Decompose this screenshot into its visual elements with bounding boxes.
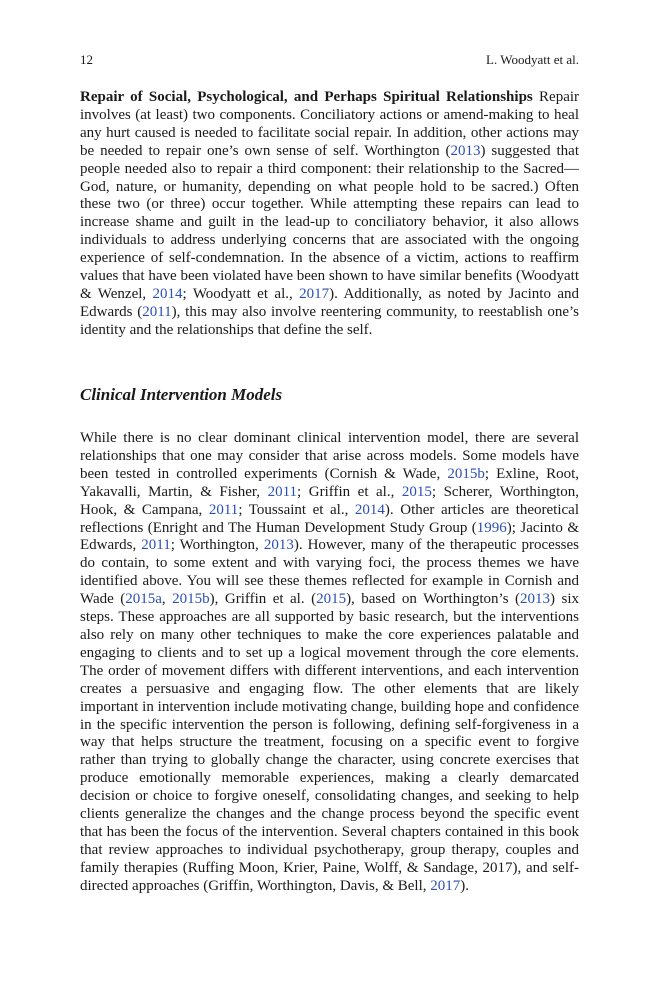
paragraph-clinical-models — [80, 430, 579, 896]
citation-link[interactable]: 2015a — [125, 591, 162, 608]
paragraph-text: While there is no clear dominant clinical intervention model, there are several relationships that one may consider that arise across models. Some models have been tested in controlled experiments (Cornish & Wade, — [80, 430, 579, 482]
citation-link[interactable]: 2017 — [430, 877, 461, 894]
running-head-authors: L. Woodyatt et al. — [486, 52, 579, 67]
paragraph-text: ) six steps. These approaches are all supported by basic research, but the interventions also rely on many other techniques to make the core experiences palatable and engaging to clients and to set up a logical movement through the core elements. The order of movement differs with different interventions, and each intervention creates a persuasive and engaging flow. The other elements that are likely important in intervention include motivating change, building hope and confidence in the specific intervention the person is following, defining self-forgiveness in a way that helps structure the treatment, focusing on a specific event to forgive rather than trying to globally change the character, using concrete exercises that produce emotionally memorable experiences, making a clearly demarcated decision or choice to forgive oneself, consolidating changes, and seeking to help clients generalize the changes and the change process beyond the specific event that has been the focus of the intervention. Several chapters contained in this book that review approaches to individual psychotherapy, group therapy, couples and family therapies (Ruffing Moon, Krier, Paine, Wolff, & Sandage, 2017), and self-directed approaches (Griffin, Worthington, Davis, & Bell, — [80, 591, 580, 894]
citation-link[interactable]: 2014 — [354, 501, 385, 518]
paragraph-text: ). Additionally, as noted by Jacinto and Edwards ( — [80, 285, 580, 320]
citation-link[interactable]: 2011 — [141, 537, 171, 554]
citation-link[interactable]: 2011 — [208, 501, 239, 518]
paragraph-text: ); Jacinto & Edwards, — [80, 519, 579, 554]
paragraph-repair-relationships — [80, 89, 579, 340]
paragraph-text: ). However, many of the therapeutic processes do contain, to some extent and with varying foci, the process themes we have identified above. You will see these themes reflected for example in Cornish and Wade ( — [80, 537, 579, 608]
citation-link[interactable]: 2015b — [447, 465, 485, 482]
paragraph-text: ; Woodyatt et al., — [182, 285, 300, 302]
paragraph-text: ; Exline, Root, Yakavalli, Martin, & Fisher, — [80, 465, 580, 500]
citation-link[interactable]: 2013 — [450, 142, 481, 159]
citation-link[interactable]: 2011 — [267, 483, 298, 500]
citation-link[interactable]: 2015 — [316, 591, 347, 608]
page-number: 12 — [80, 52, 93, 67]
paragraph-text: ), based on Worthington’s ( — [346, 591, 521, 608]
citation-link[interactable]: 2014 — [152, 285, 183, 302]
paragraph-text: ). — [460, 877, 469, 894]
paragraph-text: Repair involves (at least) two components. Conciliatory actions or amend-making to heal any hurt caused is needed to facilitate social repair. In addition, other actions may be needed to repair one’s own sense of self. Worthington ( — [80, 89, 580, 159]
paragraph-text: ) suggested that people needed also to repair a third component: their relationship to the Sacred—God, nature, or humanity, depending on what people hold to be sacred.) Often these two (or three) occur together. While attempting these repairs can lead to increase shame and guilt in the lead-up to conciliatory behavior, it also allows individuals to address underlying concerns that are associated with the ongoing experience of self-condemnation. In the absence of a victim, actions to reaffirm values that have been violated have been shown to have similar benefits (Woodyatt & Wenzel, — [80, 142, 579, 302]
citation-link[interactable]: 2017 — [299, 285, 330, 302]
citation-link[interactable]: 2015b — [172, 591, 210, 608]
paragraph-text: ), this may also involve reentering community, to reestablish one’s identity and the relationships that define the self. — [80, 303, 580, 338]
paragraph-text: ). Other articles are theoretical reflections (Enright and The Human Development Study Group ( — [80, 501, 580, 536]
citation-link[interactable]: 2011 — [142, 303, 172, 320]
paragraph-text: ; Griffin et al., — [297, 483, 402, 500]
paragraph-text: ; Worthington, — [170, 537, 264, 554]
citation-link[interactable]: 2013 — [263, 537, 294, 554]
paragraph-text: , — [161, 591, 173, 608]
paragraph-text: ), Griffin et al. ( — [209, 591, 317, 608]
section-heading: Clinical Intervention Models — [80, 385, 283, 404]
run-in-heading: Repair of Social, Psychological, and Perhaps Spiritual Relationships — [80, 89, 533, 105]
paragraph-text: ; Toussaint et al., — [238, 501, 355, 518]
citation-link[interactable]: 1996 — [476, 519, 507, 536]
citation-link[interactable]: 2013 — [520, 591, 551, 608]
page-header — [80, 52, 579, 70]
citation-link[interactable]: 2015 — [401, 483, 432, 500]
paragraph-text: ; Scherer, Worthington, Hook, & Campana, — [80, 483, 580, 518]
